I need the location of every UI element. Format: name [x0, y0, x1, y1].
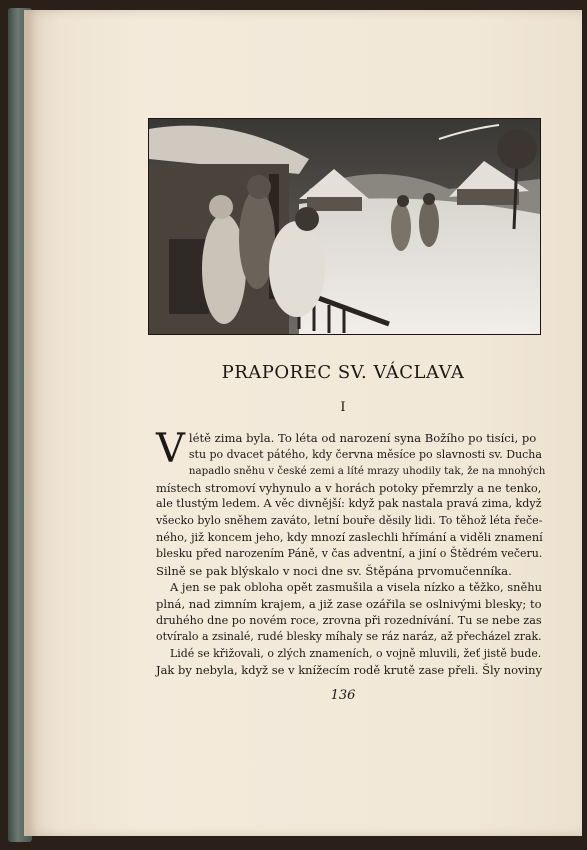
text-line: ale tlustým ledem. A věc divnější: když pak nastala pravá zima, když: [156, 497, 542, 511]
page-number: 136: [330, 688, 356, 703]
text-line: Silně se pak blýskalo v noci dne sv. Štěpána prvomučenníka.: [156, 563, 512, 578]
text-line: Lidé se křižovali, o zlých znameních, o vojně mluvili, žeť jistě bude.: [170, 646, 542, 660]
text-line: otvíralo a zsinalé, rudé blesky míhaly se ráz naráz, až přecházel zrak.: [156, 630, 542, 644]
body-text: [156, 426, 546, 679]
illustration: [148, 118, 541, 335]
text-line: létě zima byla. To léta od narození syna Božího po tisíci, po: [188, 431, 537, 445]
text-line: místech stromoví vyhynulo a v horách potoky přemrzly a ne tenko,: [156, 480, 542, 495]
text-line: druhého dne po novém roce, zrovna při rozednívání. Tu se nebe zas: [156, 613, 542, 627]
text-line: plná, nad zimním krajem, a již zase ozářila se oslnivými blesky; to: [156, 596, 542, 611]
text-line: Jak by nebyla, když se v knížecím rodě krutě zase přeli. Šly noviny: [156, 663, 543, 678]
text-line: stu po dvacet pátého, kdy červnа měsíce po slavnosti sv. Ducha: [188, 447, 542, 461]
chapter-number: I: [340, 400, 346, 415]
winter-village-scene-icon: [149, 119, 540, 334]
text-line: blesku před narozením Páně, v čas adventní, a jiní o Štědrém večeru.: [156, 547, 543, 561]
text-line: ného, již koncem jeho, kdy mnozí zaslechli hřímání a viděli znamení: [156, 530, 543, 544]
chapter-title: PRAPOREC SV. VÁCLAVA: [221, 362, 465, 383]
drop-cap: V: [156, 426, 185, 472]
text-line: všecko bylo sněhem zaváto, letní bouře děsily lidi. To těhož léta řeče-: [156, 513, 543, 527]
text-line: napadlo sněhu v české zemi a líté mrazy uhodily tak, že na mnohých: [188, 465, 546, 478]
text-line: A jen se pak obloha opět zasmušila a visela nízko a těžko, sněhu: [170, 580, 543, 595]
